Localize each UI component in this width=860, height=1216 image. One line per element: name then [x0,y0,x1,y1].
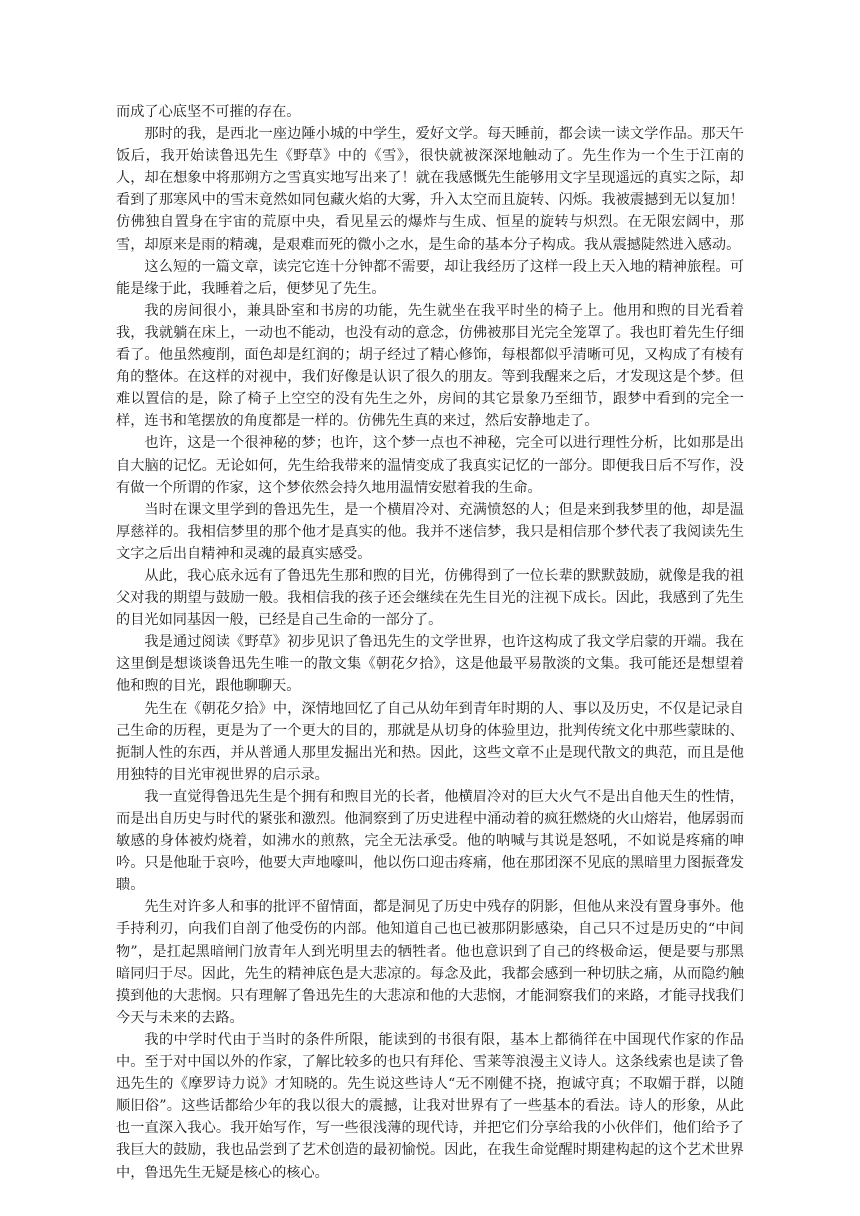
paragraph: 当时在课文里学到的鲁迅先生，是一个横眉冷对、充满愤怒的人；但是来到我梦里的他，却是温厚慈祥的。我相信梦里的那个他才是真实的他。我并不迷信梦，我只是相信那个梦代表了我阅读先生文字之后出自精神和灵魂的最真实感受。 [116,501,744,562]
paragraph: 这么短的一篇文章，读完它连十分钟都不需要，却让我经历了这样一段上天入地的精神旅程。可能是缘于此，我睡着之后，便梦见了先生。 [116,258,744,297]
paragraph: 先生对许多人和事的批评不留情面，都是洞见了历史中残存的阴影，但他从来没有置身事外。他手持利刃，向我们自剖了他受伤的内部。他知道自己也已被那阴影感染，自己只不过是历史的“中间物”，是扛起黑暗闸门放青年人到光明里去的牺牲者。他也意识到了自己的终极命运，便是要与那黑暗同归于尽。因此，先生的精神底色是大悲凉的。每念及此，我都会感到一种切肤之痛，从而隐约触摸到他的大悲悯。只有理解了鲁迅先生的大悲凉和他的大悲悯，才能洞察我们的来路，才能寻找我们今天与未来的去路。 [116,899,744,1026]
paragraph: 我是通过阅读《野草》初步见识了鲁迅先生的文学世界，也许这构成了我文学启蒙的开端。我在这里倒是想谈谈鲁迅先生唯一的散文集《朝花夕拾》，这是他最平易散淡的文集。我可能还是想望着他和煦的目光，跟他聊聊天。 [116,634,744,695]
paragraph: 从此，我心底永远有了鲁迅先生那和煦的目光，仿佛得到了一位长辈的默默鼓励，就像是我的祖父对我的期望与鼓励一般。我相信我的孩子还会继续在先生目光的注视下成长。因此，我感到了先生的目光如同基因一般，已经是自己生命的一部分了。 [116,567,744,629]
paragraph: 我的房间很小，兼具卧室和书房的功能，先生就坐在我平时坐的椅子上。他用和煦的目光看着我，我就躺在床上，一动也不能动，也没有动的意念，仿佛被那目光完全笼罩了。我也盯着先生仔细看了。他虽然瘦削，面色却是红润的；胡子经过了精心修饰，每根都似乎清晰可见，又构成了有棱有角的整体。在这样的对视中，我们好像是认识了很久的朋友。等到我醒来之后，才发现这是个梦。但难以置信的是，除了椅子上空空的没有先生之外，房间的其它景象乃至细节，跟梦中看到的完全一样，连书和笔摆放的角度都是一样的。仿佛先生真的来过，然后安静地走了。 [116,302,744,430]
paragraph: 我一直觉得鲁迅先生是个拥有和煦目光的长者，他横眉冷对的巨大火气不是出自他天生的性情，而是出自历史与时代的紧张和激烈。他洞察到了历史进程中涌动着的疯狂燃烧的火山熔岩，他孱弱而敏感的身体被灼烧着，如沸水的煎熬，完全无法承受。他的呐喊与其说是怒吼，不如说是疼痛的呻吟。只是他耻于哀吟，他要大声地嚎叫，他以伤口迎击疼痛，他在那团深不见底的黑暗里力图振聋发聩。 [116,788,744,894]
paragraph: 先生在《朝花夕拾》中，深情地回忆了自己从幼年到青年时期的人、事以及历史，不仅是记录自己生命的历程，更是为了一个更大的目的，那就是从切身的体验里边，批判传统文化中那些蒙昧的、扼制人性的东西，并从普通人那里发掘出光和热。因此，这些文章不止是现代散文的典范，而且是他用独特的目光审视世界的启示录。 [116,700,744,783]
paragraph-continued: 而成了心底坚不可摧的存在。 [116,104,301,120]
paragraph: 那时的我，是西北一座边陲小城的中学生，爱好文学。每天睡前，都会读一读文学作品。那天午饭后，我开始读鲁迅先生《野草》中的《雪》，很快就被深深地触动了。先生作为一个生于江南的人，却在想象中将那朔方之雪真实地写出来了！就在我感慨先生能够用文字呈现遥远的真实之际，却看到了那寒风中的雪末竟然如同包藏火焰的大雾，升入太空而且旋转、闪烁。我被震撼到无以复加！仿佛独自置身在宇宙的荒原中央，看见星云的爆炸与生成、恒星的旋转与炽烈。在无限宏阔中，那雪，却原来是雨的精魂，是艰难而死的微小之水，是生命的基本分子构成。我从震撼陡然进入感动。 [116,126,744,253]
paragraph: 也许，这是一个很神秘的梦；也许，这个梦一点也不神秘，完全可以进行理性分析，比如那是出自大脑的记忆。无论如何，先生给我带来的温情变成了我真实记忆的一部分。即便我日后不写作，没有做一个所谓的作家，这个梦依然会持久地用温情安慰着我的生命。 [116,435,744,496]
paragraph: 我的中学时代由于当时的条件所限，能读到的书很有限，基本上都徜徉在中国现代作家的作品中。至于对中国以外的作家，了解比较多的也只有拜伦、雪莱等浪漫主义诗人。这条线索也是读了鲁迅先生的《摩罗诗力说》才知晓的。先生说这些诗人“无不刚健不挠，抱诚守真；不取媚于群，以随顺旧俗”。这些话都给少年的我以很大的震撼，让我对世界有了一些基本的看法。诗人的形象，从此也一直深入我心。我开始写作，写一些很浅薄的现代诗，并把它们分享给我的小伙伴们，他们给予了我巨大的鼓励，我也品尝到了艺术创造的最初愉悦。因此，在我生命觉醒时期建构起的这个艺术世界中，鲁迅先生无疑是核心的核心。 [116,1031,744,1181]
document-page [116,101,744,1184]
